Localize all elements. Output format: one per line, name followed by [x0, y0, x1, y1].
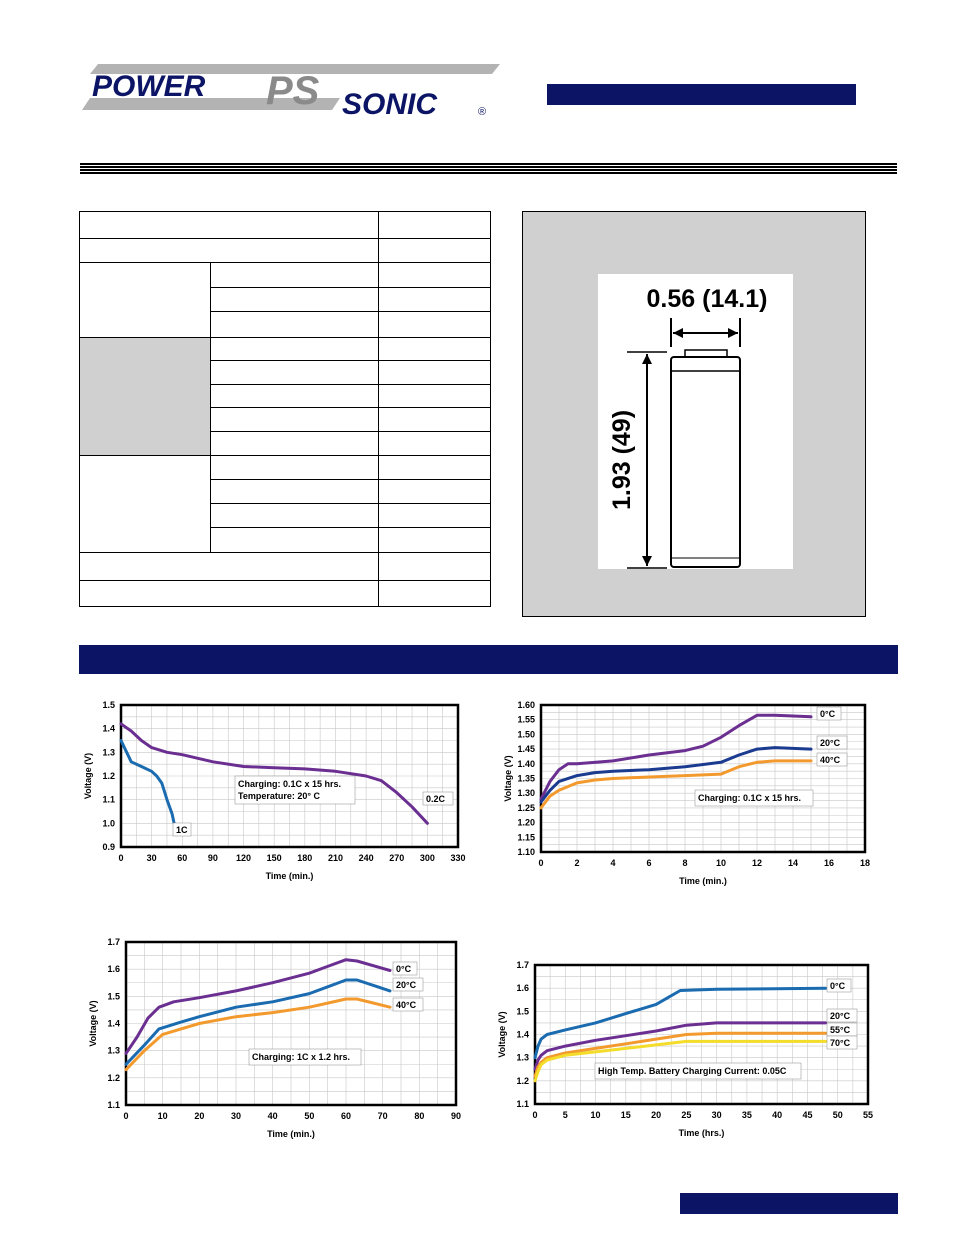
- section-banner: [79, 645, 898, 674]
- x-tick-label: 35: [741, 1110, 752, 1120]
- y-tick-label: 1.3: [516, 1052, 529, 1063]
- y-tick-label: 1.20: [517, 817, 535, 828]
- x-tick-label: 90: [450, 1111, 462, 1121]
- y-tick-label: 1.45: [517, 744, 535, 755]
- y-axis-label: Voltage (V): [83, 752, 93, 800]
- series-label: 0°C: [396, 964, 412, 974]
- x-tick-label: 12: [751, 858, 763, 868]
- y-tick-label: 1.6: [516, 983, 529, 994]
- height-dimension-label: 1.93 (49): [608, 409, 636, 511]
- x-tick-label: 5: [562, 1110, 568, 1120]
- x-tick-label: 0: [123, 1111, 129, 1121]
- x-tick-label: 55: [862, 1110, 874, 1120]
- cell-dimension-drawing: [523, 212, 867, 618]
- x-tick-label: 180: [297, 853, 313, 863]
- y-axis-label: Voltage (V): [497, 1011, 507, 1058]
- power-sonic-logo: [80, 62, 500, 122]
- y-tick-label: 1.4: [516, 1029, 529, 1040]
- y-tick-label: 1.7: [107, 937, 120, 947]
- y-tick-label: 1.5: [516, 1006, 529, 1017]
- x-tick-label: 20: [651, 1110, 662, 1120]
- logo-mark-ps: PS: [266, 69, 320, 113]
- annotation-text: Charging: 0.1C x 15 hrs.: [698, 793, 802, 803]
- x-tick-label: 10: [715, 858, 727, 868]
- cell-cap: [685, 350, 727, 357]
- y-tick-label: 1.25: [517, 802, 535, 813]
- x-tick-label: 18: [859, 858, 871, 868]
- x-tick-label: 20: [194, 1111, 205, 1121]
- header-title-bar: [547, 84, 856, 105]
- x-tick-label: 30: [711, 1110, 722, 1120]
- x-axis-label: Time (min.): [679, 876, 727, 886]
- x-tick-label: 80: [414, 1111, 425, 1121]
- y-tick-label: 1.4: [102, 723, 115, 734]
- x-tick-label: 60: [177, 853, 188, 863]
- x-axis-label: Time (hrs.): [678, 1128, 725, 1138]
- y-tick-label: 1.7: [516, 960, 529, 970]
- logo-word-sonic: SONIC: [342, 88, 438, 121]
- series-label: 0°C: [820, 709, 836, 719]
- y-tick-label: 1.10: [517, 847, 535, 857]
- x-tick-label: 30: [230, 1111, 242, 1121]
- y-axis-label: Voltage (V): [88, 1000, 98, 1047]
- x-tick-label: 10: [590, 1110, 601, 1120]
- y-tick-label: 1.0: [102, 818, 115, 829]
- specifications-table: [79, 211, 491, 607]
- charge-0.1c-chart: [490, 695, 880, 890]
- x-tick-label: 25: [681, 1110, 692, 1120]
- x-tick-label: 210: [327, 853, 343, 863]
- annotation-text: Charging: 1C x 1.2 hrs.: [252, 1052, 351, 1062]
- y-tick-label: 1.2: [107, 1072, 120, 1083]
- x-tick-label: 40: [772, 1110, 783, 1120]
- y-axis-label: Voltage (V): [503, 755, 513, 802]
- y-tick-label: 1.3: [107, 1045, 120, 1056]
- x-tick-label: 240: [358, 853, 374, 863]
- x-tick-label: 6: [646, 858, 652, 868]
- width-dimension-label: 0.56 (14.1): [646, 285, 768, 313]
- x-tick-label: 150: [266, 853, 282, 863]
- x-tick-label: 40: [267, 1111, 278, 1121]
- series-label: 20°C: [396, 980, 417, 990]
- annotation-text: High Temp. Battery Charging Current: 0.05C: [598, 1066, 787, 1076]
- x-tick-label: 8: [682, 858, 688, 868]
- discharge-chart: [78, 695, 478, 890]
- table-group-shaded: [80, 337, 210, 455]
- header-rule: [80, 163, 897, 175]
- series-line: [126, 960, 390, 1054]
- x-tick-label: 10: [157, 1111, 168, 1121]
- x-tick-label: 14: [787, 858, 799, 868]
- x-tick-label: 45: [802, 1110, 813, 1120]
- x-tick-label: 50: [832, 1110, 843, 1120]
- series-label: 0°C: [830, 981, 846, 991]
- series-label: 0.2C: [426, 794, 446, 804]
- x-tick-label: 50: [304, 1111, 315, 1121]
- x-tick-label: 4: [610, 858, 616, 868]
- x-axis-label: Time (min.): [267, 1129, 315, 1139]
- series-line: [541, 715, 811, 799]
- x-tick-label: 330: [450, 853, 466, 863]
- series-label: 20°C: [830, 1011, 851, 1021]
- series-label: 20°C: [820, 738, 841, 748]
- y-tick-label: 1.4: [107, 1018, 120, 1029]
- x-tick-label: 0: [118, 853, 124, 863]
- y-tick-label: 1.1: [107, 1100, 120, 1110]
- y-tick-label: 1.60: [517, 700, 535, 710]
- y-tick-label: 1.1: [516, 1099, 529, 1109]
- y-tick-label: 1.2: [516, 1075, 529, 1086]
- x-axis-label: Time (min.): [265, 871, 314, 881]
- cell-dimension-panel: [522, 211, 866, 617]
- series-label: 1C: [176, 825, 188, 835]
- y-tick-label: 1.5: [102, 700, 115, 710]
- series-label: 40°C: [396, 1000, 417, 1010]
- x-tick-label: 2: [574, 858, 580, 868]
- logo-word-power: POWER: [92, 70, 206, 103]
- x-tick-label: 0: [532, 1110, 538, 1120]
- x-tick-label: 60: [340, 1111, 352, 1121]
- y-tick-label: 1.50: [517, 729, 535, 740]
- annotation-text: Charging: 0.1C x 15 hrs.: [238, 779, 342, 789]
- x-tick-label: 16: [823, 858, 835, 868]
- y-tick-label: 1.40: [517, 758, 535, 769]
- y-tick-label: 1.35: [517, 773, 535, 784]
- series-label: 55°C: [830, 1025, 851, 1035]
- x-tick-label: 0: [538, 858, 544, 868]
- logo-registered-mark: ®: [478, 106, 487, 118]
- y-tick-label: 1.3: [102, 747, 115, 758]
- y-tick-label: 0.9: [102, 842, 115, 852]
- x-tick-label: 120: [236, 853, 252, 863]
- series-label: 70°C: [830, 1038, 851, 1048]
- x-tick-label: 270: [389, 853, 405, 863]
- x-tick-label: 90: [207, 853, 218, 863]
- cell-body: [671, 357, 740, 567]
- x-tick-label: 30: [146, 853, 157, 863]
- y-tick-label: 1.6: [107, 964, 120, 975]
- y-tick-label: 1.30: [517, 788, 535, 799]
- y-tick-label: 1.15: [517, 832, 535, 843]
- x-tick-label: 70: [377, 1111, 388, 1121]
- charge-1c-chart: [78, 930, 478, 1150]
- x-tick-label: 300: [419, 853, 435, 863]
- y-tick-label: 1.5: [107, 991, 120, 1002]
- y-tick-label: 1.2: [102, 771, 115, 781]
- high-temp-charge-chart: [490, 955, 880, 1145]
- y-tick-label: 1.1: [102, 794, 115, 805]
- footer-bar: [680, 1193, 898, 1214]
- y-tick-label: 1.55: [517, 714, 535, 725]
- annotation-text: Temperature: 20° C: [238, 791, 320, 801]
- series-label: 40°C: [820, 755, 841, 765]
- x-tick-label: 15: [620, 1110, 631, 1120]
